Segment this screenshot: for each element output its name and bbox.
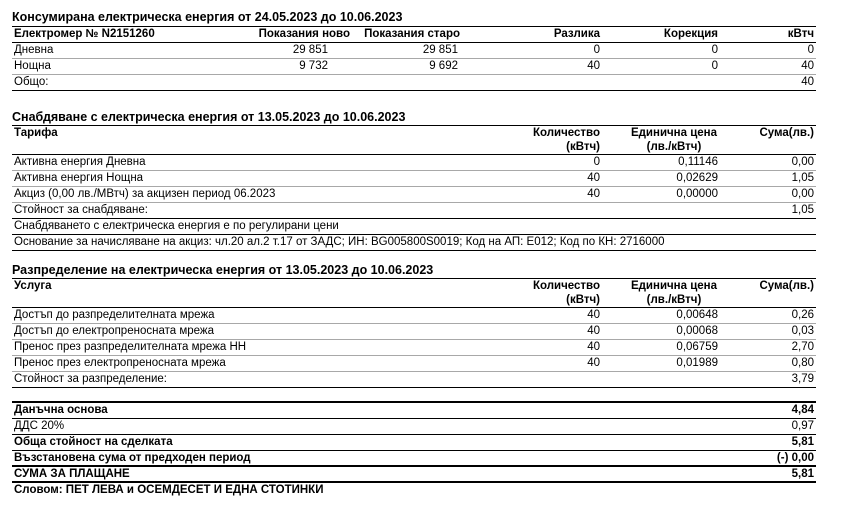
supply-total-value: 1,05 xyxy=(791,204,814,216)
unit-price: 0,00000 xyxy=(676,188,718,200)
divider xyxy=(12,90,816,91)
quantity: 40 xyxy=(587,309,600,321)
correction-header: Корекция xyxy=(663,28,718,40)
unit-price: 0,02629 xyxy=(676,172,718,184)
reading-old-header: Показания старо xyxy=(364,28,460,40)
quantity-header: Количество xyxy=(532,280,600,292)
quantity-header: Количество xyxy=(532,127,600,139)
reading-new: 9 732 xyxy=(299,60,328,72)
sum: 0,00 xyxy=(791,156,814,168)
excise-basis: Основание за начисляване на акциз: чл.20 ал.2 т.17 от ЗАДС; ИН: BG005800S0019; Код на АП: E012; Код по КН: 2716000 xyxy=(14,236,665,248)
divider xyxy=(12,418,816,419)
quantity: 0 xyxy=(593,156,600,168)
amount-in-words: Словом: ПЕТ ЛЕВА и ОСЕМДЕСЕТ И ЕДНА СТОТИНКИ xyxy=(14,484,324,496)
correction: 0 xyxy=(711,44,718,56)
row-label: Нощна xyxy=(14,60,51,72)
row-label: Пренос през електропреносната мрежа xyxy=(14,357,226,369)
difference-header: Разлика xyxy=(553,28,600,40)
meter-number-header: Електромер № N2151260 xyxy=(14,28,155,40)
row-label: Дневна xyxy=(14,44,54,56)
supply-title: Снабдяване с електрическа енергия от 13.05.2023 до 10.06.2023 xyxy=(12,110,406,124)
unit-price: 0,01989 xyxy=(676,357,718,369)
vat-label: ДДС 20% xyxy=(14,420,65,432)
unit-price-unit: (лв./кВтч) xyxy=(646,141,702,153)
sum: 0,00 xyxy=(791,188,814,200)
sum: 2,70 xyxy=(791,341,814,353)
distribution-total-label: Стойност за разпределение: xyxy=(14,373,167,385)
tariff-header: Тарифа xyxy=(14,127,58,139)
row-label: Активна енергия Дневна xyxy=(14,156,146,168)
divider xyxy=(12,401,816,403)
tax-base-label: Данъчна основа xyxy=(14,404,108,416)
divider xyxy=(12,387,816,388)
sum: 0,26 xyxy=(791,309,814,321)
unit-price-header: Единична цена xyxy=(630,280,718,292)
quantity: 40 xyxy=(587,188,600,200)
difference: 40 xyxy=(587,60,600,72)
kwh-header: кВтч xyxy=(787,28,814,40)
sum: 1,05 xyxy=(791,172,814,184)
row-label: Достъп до електропреносната мрежа xyxy=(14,325,214,337)
reading-new-header: Показания ново xyxy=(258,28,350,40)
quantity: 40 xyxy=(587,341,600,353)
total-label: Общо: xyxy=(14,76,49,88)
sum: 0,80 xyxy=(791,357,814,369)
reading-new: 29 851 xyxy=(292,44,328,56)
correction: 0 xyxy=(711,60,718,72)
unit-price: 0,11146 xyxy=(678,156,718,168)
unit-price: 0,00068 xyxy=(676,325,718,337)
vat-value: 0,97 xyxy=(791,420,814,432)
quantity: 40 xyxy=(587,325,600,337)
tax-base-value: 4,84 xyxy=(791,404,814,416)
restored-amount-label: Възстановена сума от предходен период xyxy=(14,452,251,464)
quantity: 40 xyxy=(587,172,600,184)
total-kwh: 40 xyxy=(801,76,814,88)
quantity-unit: (кВтч) xyxy=(566,294,600,306)
supply-total-label: Стойност за снабдяване: xyxy=(14,204,148,216)
amount-payable-label: СУМА ЗА ПЛАЩАНЕ xyxy=(14,468,130,480)
divider xyxy=(12,250,816,251)
row-label: Пренос през разпределителната мрежа НН xyxy=(14,341,247,353)
sum-header: Сума(лв.) xyxy=(759,127,814,139)
distribution-total-value: 3,79 xyxy=(791,373,814,385)
sum-header: Сума(лв.) xyxy=(759,280,814,292)
divider xyxy=(12,465,816,467)
unit-price-header: Единична цена xyxy=(630,127,718,139)
sum: 0,03 xyxy=(791,325,814,337)
kwh: 40 xyxy=(801,60,814,72)
quantity-unit: (кВтч) xyxy=(566,141,600,153)
reading-old: 29 851 xyxy=(422,44,458,56)
row-label: Акциз (0,00 лв./МВтч) за акцизен период 06.2023 xyxy=(14,188,276,200)
reading-old: 9 692 xyxy=(429,60,458,72)
row-divider xyxy=(12,74,816,75)
quantity: 40 xyxy=(587,357,600,369)
row-label: Достъп до разпределителната мрежа xyxy=(14,309,215,321)
amount-payable-value: 5,81 xyxy=(791,468,814,480)
supply-note: Снабдяването с електрическа енергия е по регулирани цени xyxy=(14,220,339,232)
unit-price: 0,00648 xyxy=(676,309,718,321)
deal-total-value: 5,81 xyxy=(791,436,814,448)
service-header: Услуга xyxy=(14,280,52,292)
kwh: 0 xyxy=(807,44,814,56)
unit-price: 0,06759 xyxy=(676,341,718,353)
deal-total-label: Обща стойност на сделката xyxy=(14,436,173,448)
distribution-title: Разпределение на електрическа енергия от 13.05.2023 до 10.06.2023 xyxy=(12,263,434,277)
restored-amount-value: (-) 0,00 xyxy=(776,452,814,464)
consumption-title: Консумирана електрическа енергия от 24.05.2023 до 10.06.2023 xyxy=(12,10,403,24)
unit-price-unit: (лв./кВтч) xyxy=(646,294,702,306)
difference: 0 xyxy=(593,44,600,56)
row-label: Активна енергия Нощна xyxy=(14,172,144,184)
